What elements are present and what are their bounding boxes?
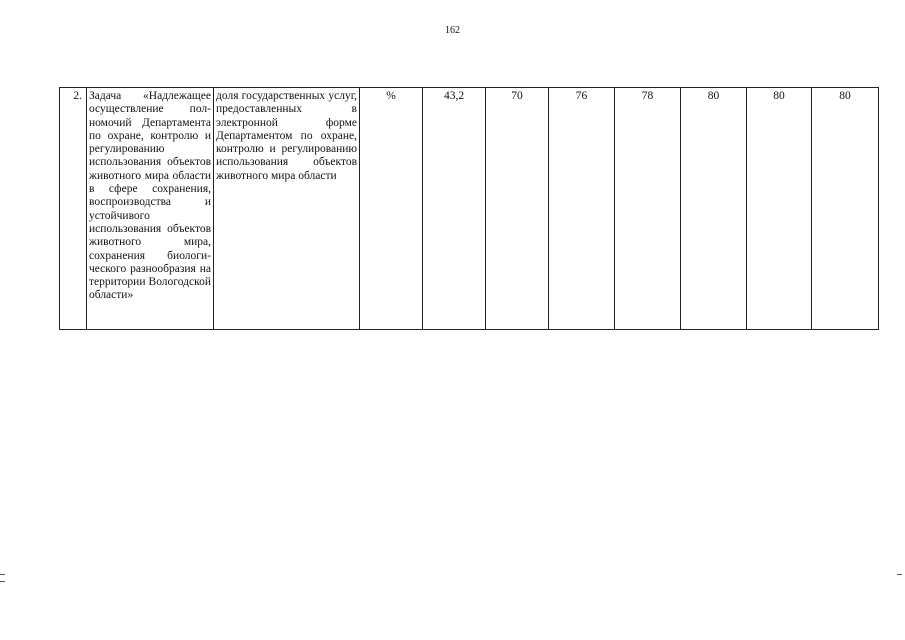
table-row [60, 88, 879, 330]
value-cell: 43,2 [423, 88, 486, 330]
value-cell: 78 [615, 88, 681, 330]
task-cell: Задача «Надлежащее осуществление полномочий Департамента по охране, контролю и регулированию использования объектов животного мира области в сфере сохранения, воспроизводства и устойчивого использования объектов животного мира, сохранения биологического разнообразия на территории Вологодской области» [87, 88, 214, 330]
value-cell: 80 [747, 88, 812, 330]
value-cell: 76 [549, 88, 615, 330]
page-number: 162 [445, 25, 460, 36]
value-cell: 80 [812, 88, 879, 330]
scan-margin-mark [0, 581, 5, 582]
row-number: 2. [60, 88, 87, 330]
value-cell: 80 [681, 88, 747, 330]
unit-cell: % [360, 88, 423, 330]
indicators-table [59, 87, 879, 330]
scan-margin-mark [0, 574, 5, 575]
value-cell: 70 [486, 88, 549, 330]
indicator-cell: доля государственных услуг, предоставленных в электронной форме Департаментом по охране, контролю и регулированию использования объектов животного мира области [214, 88, 360, 330]
scan-margin-mark [897, 574, 902, 575]
